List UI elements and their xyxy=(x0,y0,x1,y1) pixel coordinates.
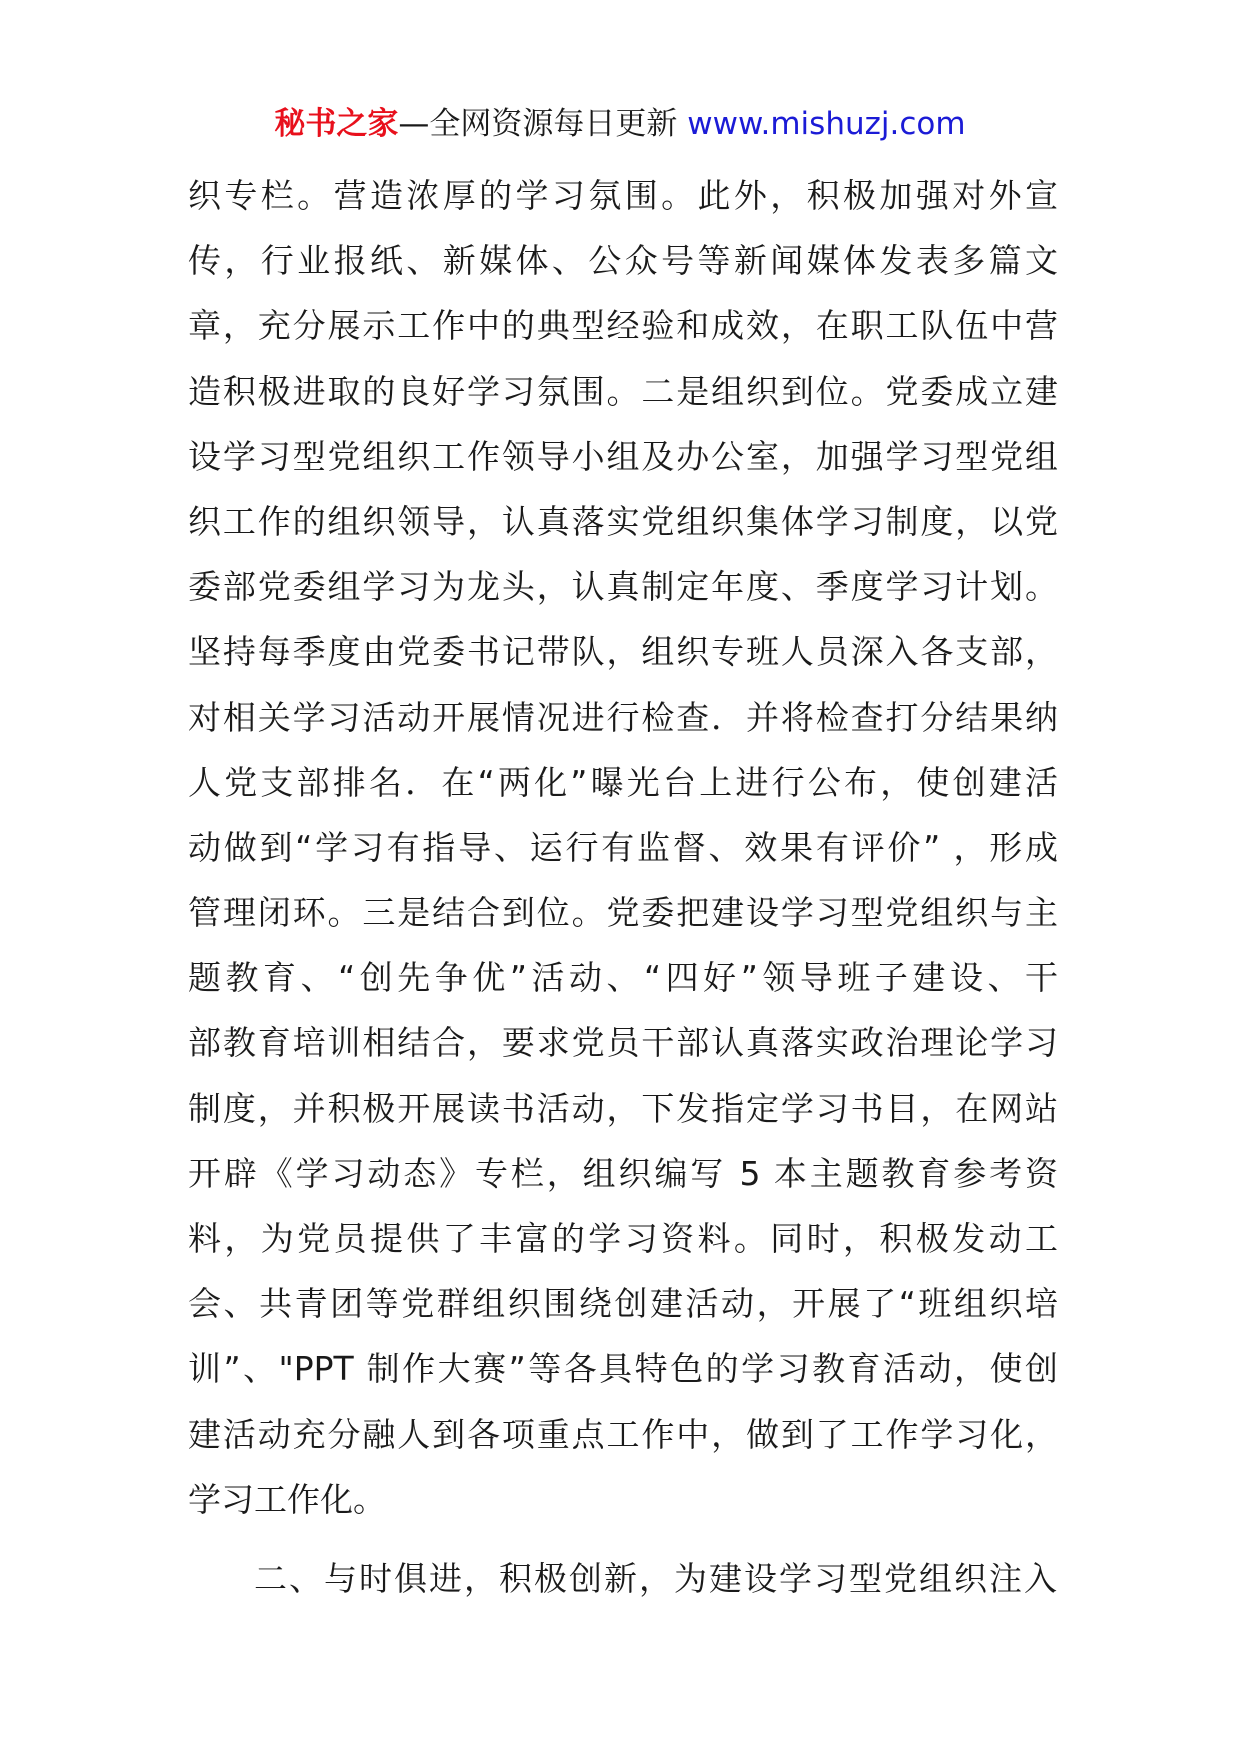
section-heading: 二、与时俱进，积极创新，为建设学习型党组织注入 xyxy=(254,1558,1058,1598)
text-line: 部教育培训相结合，要求党员干部认真落实政治理论学习 xyxy=(188,1023,1058,1063)
text-line: 对相关学习活动开展情况进行检查．并将检查打分结果纳 xyxy=(188,697,1058,737)
text-line: 动做到“学习有指导、运行有监督、效果有评价” ，形成 xyxy=(188,827,1058,867)
text-line: 造积极进取的良好学习氛围。二是组织到位。党委成立建 xyxy=(188,371,1058,411)
text-line: 设学习型党组织工作领导小组及办公室，加强学习型党组 xyxy=(188,436,1058,476)
text-line: 坚持每季度由党委书记带队，组织专班人员深入各支部， xyxy=(188,632,1058,672)
text-line: 章，充分展示工作中的典型经验和成效，在职工队伍中营 xyxy=(188,306,1058,346)
text-line: 训”、"PPT 制作大赛”等各具特色的学习教育活动，使创 xyxy=(188,1349,1058,1389)
body-text xyxy=(188,163,1058,1611)
text-line: 料，为党员提供了丰富的学习资料。同时，积极发动工 xyxy=(188,1219,1058,1258)
text-line: 开辟《学习动态》专栏，组织编写 5 本主题教育参考资 xyxy=(188,1153,1058,1193)
text-line: 人党支部排名．在“两化”曝光台上进行公布，使创建活 xyxy=(188,762,1058,802)
text-line: 建活动充分融人到各项重点工作中，做到了工作学习化， xyxy=(188,1414,1058,1454)
text-line: 制度，并积极开展读书活动，下发指定学习书目，在网站 xyxy=(188,1088,1058,1128)
paragraph-spacer xyxy=(188,1532,1058,1546)
text-line: 织工作的组织领导，认真落实党组织集体学习制度，以党 xyxy=(188,501,1058,541)
website-link[interactable]: www.mishuzj.com xyxy=(687,106,966,142)
text-line: 学习工作化。 xyxy=(188,1479,386,1519)
text-line: 会、共青团等党群组织围绕创建活动，开展了“班组织培 xyxy=(188,1284,1058,1324)
header-slogan: —全网资源每日更新 xyxy=(398,106,678,142)
text-line: 委部党委组学习为龙头，认真制定年度、季度学习计划。 xyxy=(188,567,1058,607)
text-line: 传，行业报纸、新媒体、公众号等新闻媒体发表多篇文 xyxy=(188,241,1058,281)
text-line: 织专栏。营造浓厚的学习氛围。此外，积极加强对外宣 xyxy=(188,176,1058,215)
page-header xyxy=(0,102,1240,146)
text-line: 管理闭环。三是结合到位。党委把建设学习型党组织与主 xyxy=(188,893,1058,933)
text-line: 题教育、“创先争优”活动、“四好”领导班子建设、干 xyxy=(188,958,1058,998)
brand-name: 秘书之家 xyxy=(274,106,399,142)
